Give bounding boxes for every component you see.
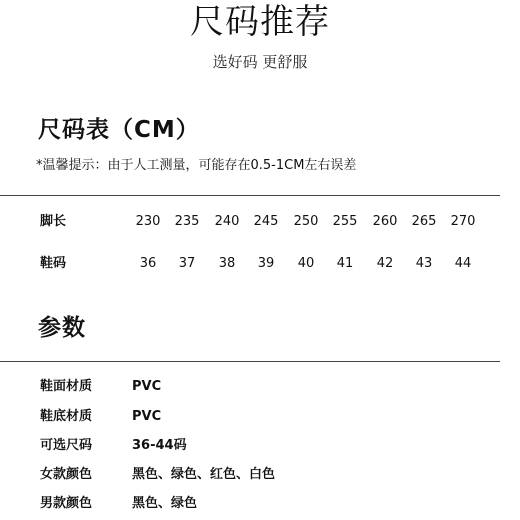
foot-length-cell: 230 [135,214,161,229]
shoe-size-cell: 40 [297,256,315,271]
param-label: 可选尺码 [40,438,93,453]
params-title: 参数 [38,315,86,341]
shoe-size-cell: 37 [178,256,196,271]
foot-length-row [0,212,520,232]
page-subtitle: 选好码 更舒服 [212,53,308,71]
foot-length-cell: 255 [332,214,358,229]
foot-length-cell: 265 [411,214,437,229]
divider [0,195,500,196]
shoe-size-cell: 41 [336,256,354,271]
foot-length-cell: 270 [450,214,476,229]
foot-length-cell: 245 [253,214,279,229]
param-row-available-sizes [0,436,520,456]
foot-length-cell: 260 [372,214,398,229]
shoe-size-cell: 39 [257,256,275,271]
foot-length-label: 脚长 [40,214,67,229]
param-label: 鞋面材质 [40,379,93,394]
shoe-size-cell: 43 [415,256,433,271]
param-value: PVC [132,379,162,394]
param-value: PVC [132,409,162,424]
param-label: 女款颜色 [40,467,93,482]
page-title: 尺码推荐 [190,2,330,42]
foot-length-cell: 235 [174,214,200,229]
foot-length-cell: 240 [214,214,240,229]
shoe-size-cell: 42 [376,256,394,271]
param-value: 36-44码 [132,438,187,453]
size-chart-title: 尺码表（CM） [38,117,200,143]
size-chart-note: *温馨提示：由于人工测量，可能存在0.5-1CM左右误差 [36,158,357,173]
param-row-sole-material [0,407,520,427]
shoe-size-cell: 44 [454,256,472,271]
shoe-size-cell: 38 [218,256,236,271]
shoe-size-row [0,254,520,274]
param-row-men-colors [0,494,520,514]
shoe-size-cell: 36 [139,256,157,271]
param-label: 男款颜色 [40,496,93,511]
shoe-size-label: 鞋码 [40,256,67,271]
param-row-upper-material [0,377,520,397]
param-value: 黑色、绿色、红色、白色 [132,467,276,482]
divider [0,361,500,362]
param-row-women-colors [0,465,520,485]
foot-length-cell: 250 [293,214,319,229]
param-value: 黑色、绿色 [132,496,198,511]
param-label: 鞋底材质 [40,409,93,424]
